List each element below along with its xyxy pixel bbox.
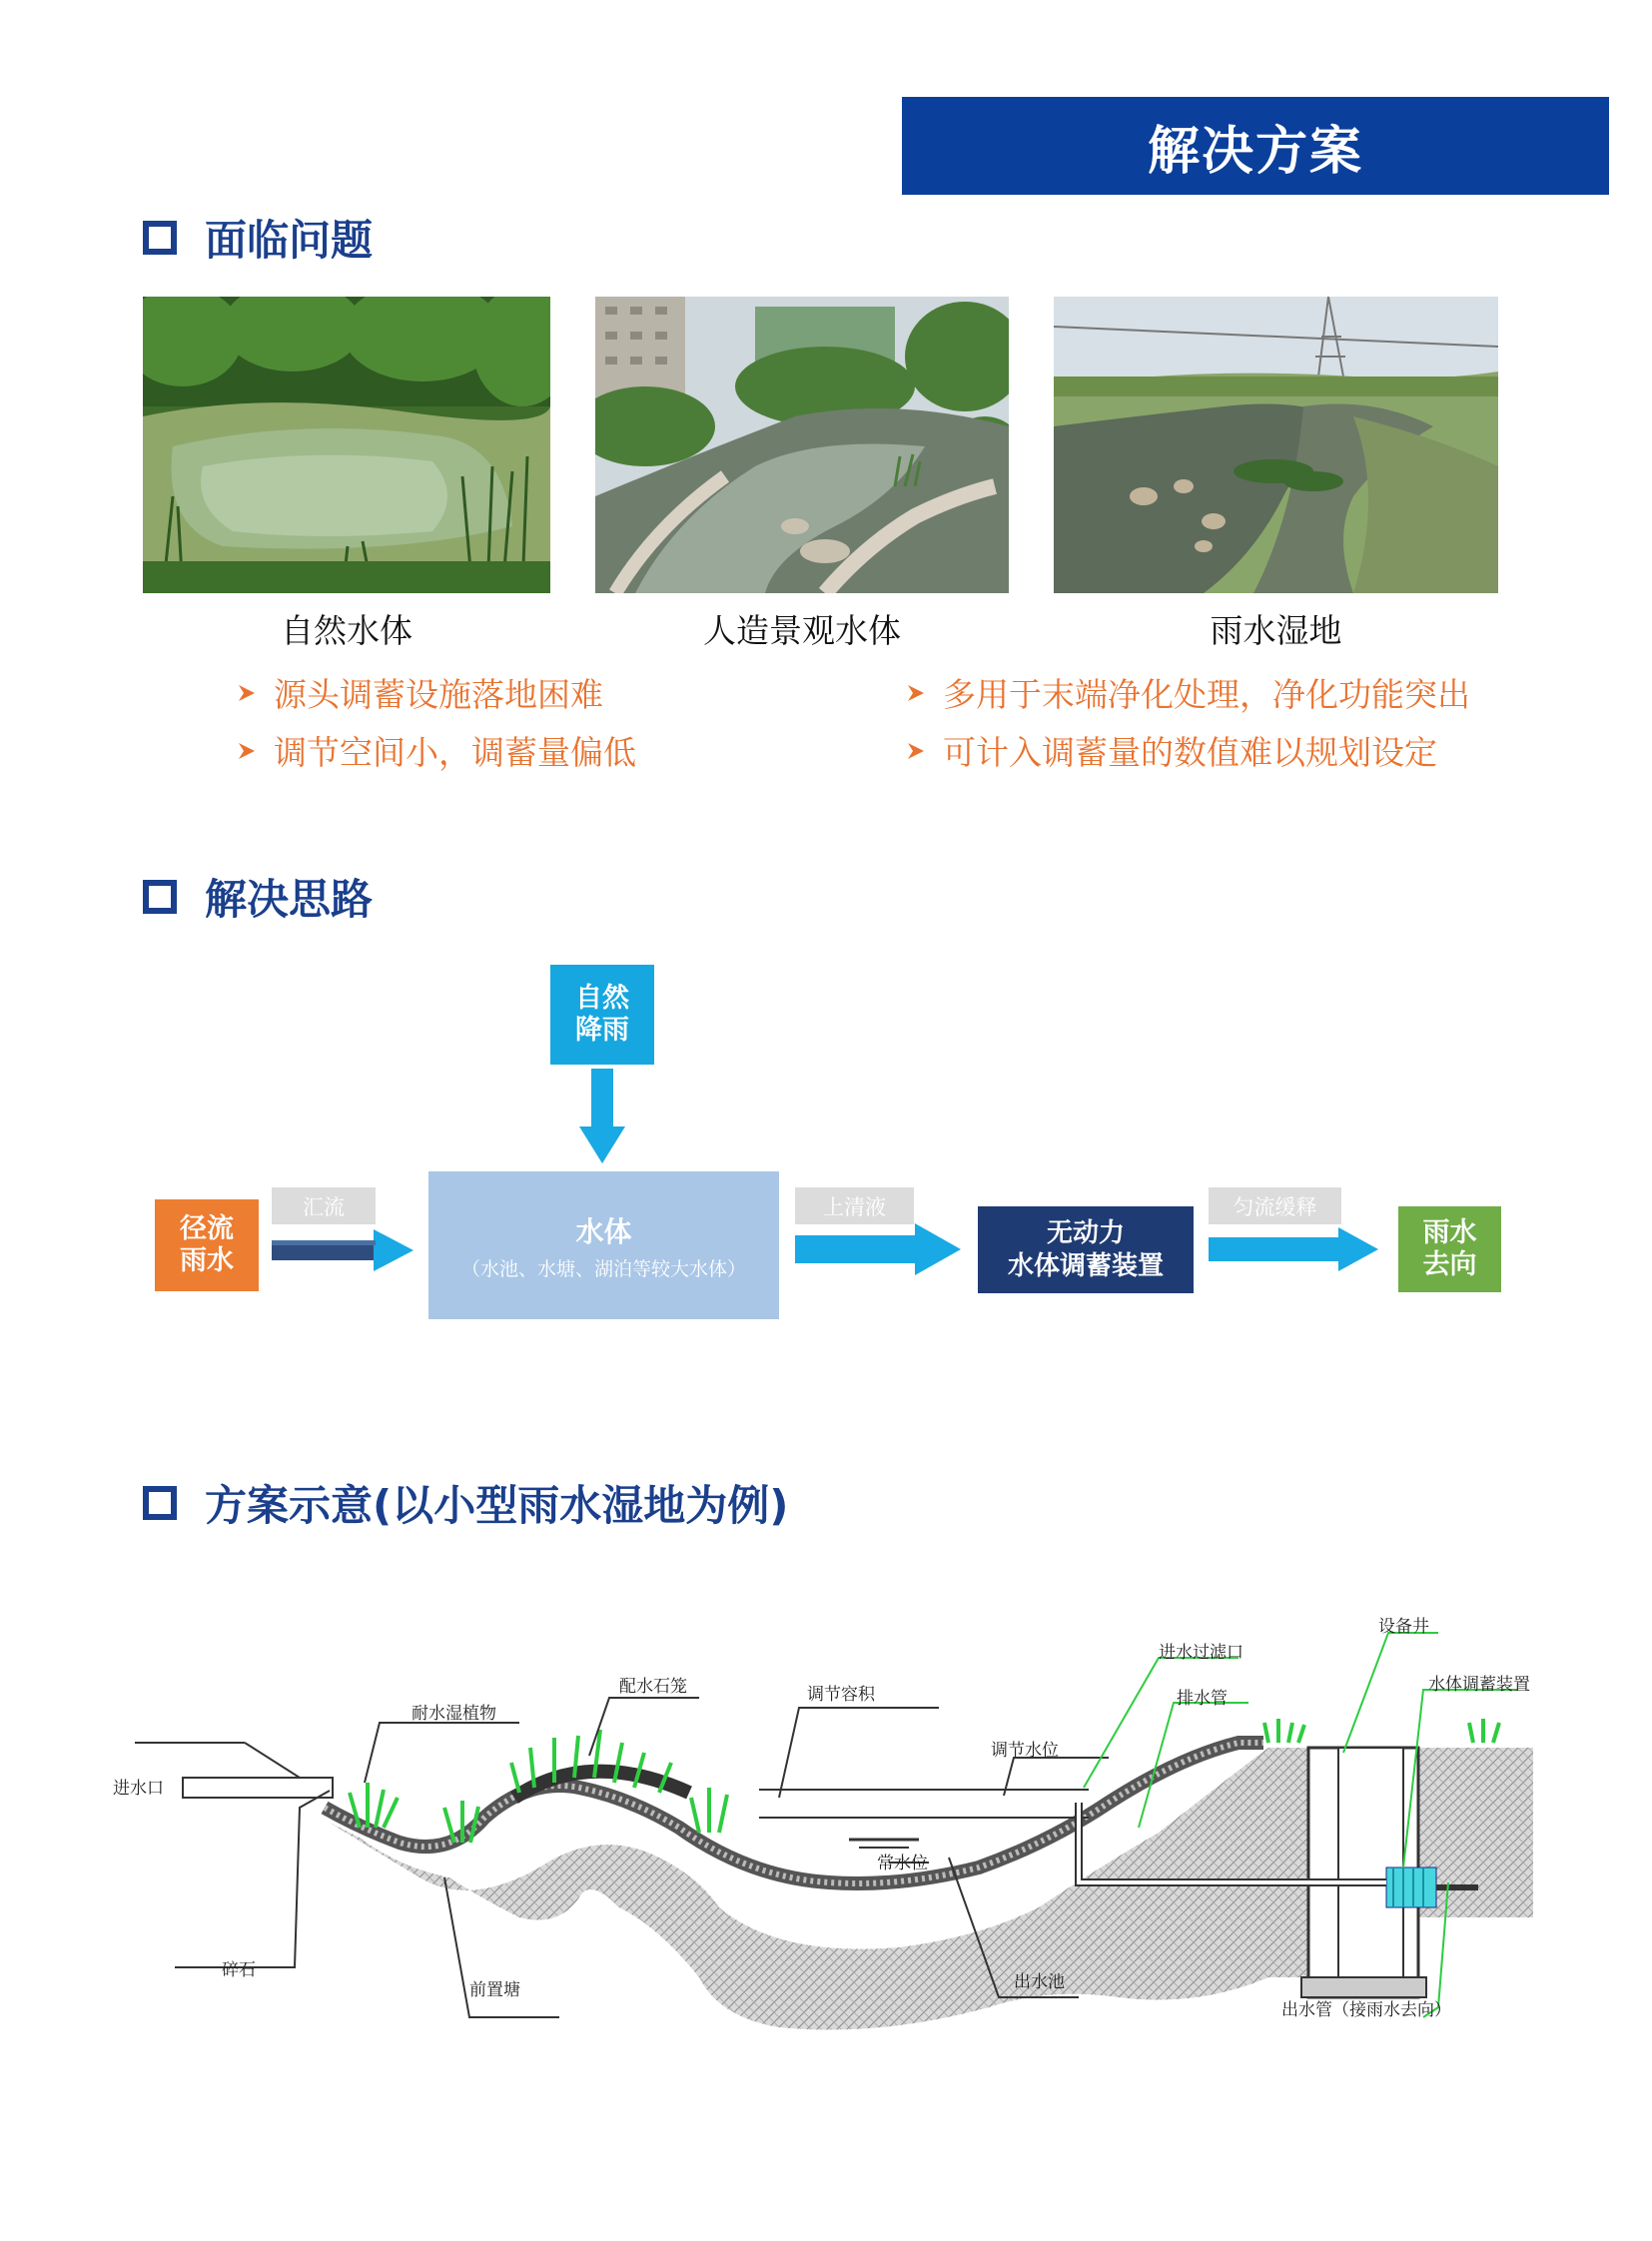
diagram-label-outlet-pool: 出水池 [1014,1972,1065,1992]
photo-rain-wetland [1054,297,1498,593]
bullet-text: 多用于末端净化处理，净化功能突出 [943,675,1470,714]
bullet-text: 源头调蓄设施落地困难 [274,675,603,714]
right-arrow-icon [272,1229,413,1271]
photo-caption: 自然水体 [281,611,413,650]
flow-box-runoff: 径流 雨水 [155,1199,259,1291]
bullet-item [236,727,636,774]
section-title-text: 解决思路 [205,875,374,924]
diagram-label-inlet-filter: 进水过滤口 [1159,1643,1243,1663]
flow-label-supernatant: 上清液 [795,1187,914,1224]
diagram-label-normal-level: 常水位 [877,1854,928,1873]
section-title-scheme [143,1473,788,1533]
page-banner: 解决方案 [902,97,1609,195]
diagram-label-plants: 耐水湿植物 [412,1704,496,1724]
arrow-bullet-icon [236,740,258,762]
flow-box-rain: 自然 降雨 [550,965,654,1065]
photo-natural-water [143,297,550,593]
diagram-label-outlet-pipe: 出水管（接雨水去向） [1281,2000,1451,2020]
arrow-bullet-icon [236,682,258,704]
diagram-label-device: 水体调蓄装置 [1428,1675,1530,1695]
bullet-text: 调节空间小，调蓄量偏低 [274,733,636,772]
right-arrow-icon [795,1223,961,1275]
photo-natural-water-illustration [143,297,550,593]
flow-label-confluence: 汇流 [272,1187,376,1224]
section-title-text: 面临问题 [205,216,374,265]
flow-label-uniform-release: 匀流缓释 [1209,1187,1341,1224]
bullet-text: 可计入调蓄量的数值难以规划设定 [943,733,1437,772]
diagram-label-equip-well: 设备井 [1378,1617,1429,1637]
bullet-item [905,727,1437,774]
diagram-label-forebay: 前置塘 [469,1980,520,2000]
flow-box-water-body [428,1171,779,1319]
photo-caption: 人造景观水体 [703,611,901,650]
wetland-cross-section-diagram [0,1578,1652,2057]
bullet-item [905,669,1470,716]
water-body-subtitle: （水池、水塘、湖泊等较大水体） [460,1257,746,1280]
diagram-label-reg-level: 调节水位 [991,1741,1059,1761]
diagram-label-drain-pipe: 排水管 [1177,1689,1228,1709]
photo-landscape-water-illustration [595,297,1009,593]
square-bullet-icon [143,1486,177,1520]
water-body-title: 水体 [575,1214,632,1248]
arrow-bullet-icon [905,740,927,762]
square-bullet-icon [143,221,177,255]
diagram-label-inlet: 进水口 [113,1779,164,1799]
diagram-label-stones: 配水石笼 [619,1677,687,1697]
photo-rain-wetland-illustration [1054,297,1498,593]
down-arrow-icon [579,1069,625,1163]
flow-box-device: 无动力 水体调蓄装置 [978,1206,1194,1293]
flow-box-destination: 雨水 去向 [1398,1206,1501,1292]
section-title-approach [143,867,373,927]
section-title-problems [143,208,373,268]
section-title-text: 方案示意(以小型雨水湿地为例) [205,1481,789,1530]
arrow-bullet-icon [905,682,927,704]
square-bullet-icon [143,880,177,914]
diagram-label-gravel: 碎石 [222,1960,256,1980]
photo-landscape-water [595,297,1009,593]
bullet-item [236,669,603,716]
right-arrow-icon [1209,1227,1378,1271]
photo-caption: 雨水湿地 [1210,611,1342,650]
diagram-label-capacity: 调节容积 [807,1685,875,1705]
